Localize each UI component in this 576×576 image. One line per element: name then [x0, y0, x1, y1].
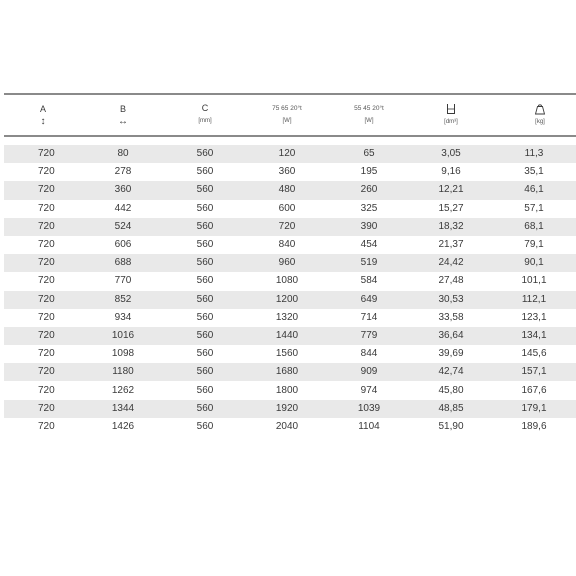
cell-b: 1426 — [111, 420, 135, 432]
header-b-label: B — [119, 103, 126, 114]
spacer-cell — [4, 136, 576, 145]
cell-weight: 68,1 — [492, 218, 576, 236]
cell-volume: 18,32 — [410, 218, 492, 236]
cell-output-75-65: 360 — [278, 166, 296, 178]
cell-c: 560 — [196, 202, 214, 214]
cell-b: 688 — [82, 254, 164, 272]
cell-output-75-65: 1800 — [275, 384, 299, 396]
cell-c: 560 — [196, 166, 214, 178]
header-c-unit: [mm] — [198, 118, 212, 124]
cell-weight: 79,1 — [524, 239, 544, 251]
cell-output-75-65: 120 — [246, 145, 328, 163]
cell-b: 1262 — [111, 384, 135, 396]
cell-b: 770 — [114, 275, 132, 287]
cell-c: 560 — [196, 384, 214, 396]
cell-c: 560 — [196, 420, 214, 432]
cell-volume: 39,69 — [438, 348, 464, 360]
cell-output-75-65: 720 — [246, 218, 328, 236]
cell-volume: 21,37 — [438, 239, 464, 251]
cell-a: 720 — [4, 363, 82, 381]
table-row — [4, 363, 576, 381]
cell-a: 720 — [4, 327, 82, 345]
cell-output-75-65: 1560 — [275, 348, 299, 360]
table-row — [4, 309, 576, 327]
cell-c: 560 — [196, 311, 214, 323]
cell-output-75-65: 1080 — [275, 275, 299, 287]
horizontal-arrow-icon: ↔ — [118, 115, 128, 127]
cell-volume: 30,53 — [410, 291, 492, 309]
cell-weight: 112,1 — [492, 291, 576, 309]
cell-output-75-65: 1440 — [246, 327, 328, 345]
header-output-75-65 — [246, 94, 328, 136]
cell-weight: 57,1 — [524, 202, 544, 214]
cell-weight: 11,3 — [492, 145, 576, 163]
cell-output-75-65: 1320 — [275, 311, 299, 323]
cell-b: 934 — [114, 311, 132, 323]
cell-c: 560 — [196, 239, 214, 251]
table-row — [4, 272, 576, 290]
cell-output-75-65: 600 — [278, 202, 296, 214]
table-row — [4, 145, 576, 163]
cell-output-75-65: 480 — [246, 181, 328, 199]
cell-output-55-45: 844 — [360, 348, 378, 360]
cell-c: 560 — [164, 218, 246, 236]
header-output-55-45-unit: [W] — [364, 118, 374, 124]
cell-c: 560 — [196, 348, 214, 360]
volume-icon — [446, 103, 456, 115]
cell-b: 1344 — [82, 400, 164, 418]
cell-output-55-45: 1039 — [328, 400, 410, 418]
cell-b: 852 — [82, 291, 164, 309]
cell-c: 560 — [164, 327, 246, 345]
table-row — [4, 236, 576, 254]
header-weight-unit: [kg] — [535, 118, 545, 125]
cell-weight: 46,1 — [492, 181, 576, 199]
cell-weight: 157,1 — [492, 363, 576, 381]
cell-weight: 35,1 — [524, 166, 544, 178]
cell-volume: 45,80 — [438, 384, 464, 396]
cell-output-55-45: 779 — [328, 327, 410, 345]
table-body — [4, 136, 576, 436]
header-a — [4, 94, 82, 136]
table-row — [4, 254, 576, 272]
table-row — [4, 200, 576, 218]
cell-volume: 48,85 — [410, 400, 492, 418]
cell-volume: 33,58 — [438, 311, 464, 323]
table-row — [4, 345, 576, 363]
cell-output-55-45: 974 — [360, 384, 378, 396]
cell-a: 720 — [4, 291, 82, 309]
table-row — [4, 418, 576, 436]
header-volume-unit: [dm³] — [444, 118, 458, 125]
cell-c: 560 — [164, 291, 246, 309]
cell-output-55-45: 390 — [328, 218, 410, 236]
header-row — [4, 94, 576, 136]
cell-a: 720 — [4, 254, 82, 272]
cell-output-55-45: 584 — [360, 275, 378, 287]
header-output-55-45 — [328, 94, 410, 136]
cell-volume: 15,27 — [438, 202, 464, 214]
radiator-spec-table — [4, 93, 576, 436]
cell-output-55-45: 325 — [360, 202, 378, 214]
cell-a: 720 — [38, 239, 55, 251]
cell-volume: 36,64 — [410, 327, 492, 345]
cell-b: 80 — [82, 145, 164, 163]
cell-output-75-65: 960 — [246, 254, 328, 272]
cell-output-55-45: 65 — [328, 145, 410, 163]
cell-a: 720 — [38, 311, 55, 323]
cell-weight: 179,1 — [492, 400, 576, 418]
cell-c: 560 — [196, 275, 214, 287]
table-row — [4, 381, 576, 399]
table-row — [4, 218, 576, 236]
header-c-label: C — [201, 103, 209, 113]
cell-a: 720 — [38, 384, 55, 396]
cell-b: 1016 — [82, 327, 164, 345]
cell-a: 720 — [4, 400, 82, 418]
cell-volume: 27,48 — [438, 275, 464, 287]
cell-b: 360 — [82, 181, 164, 199]
cell-weight: 167,6 — [521, 384, 547, 396]
cell-volume: 9,16 — [441, 166, 461, 178]
cell-output-55-45: 260 — [328, 181, 410, 199]
cell-weight: 123,1 — [521, 311, 547, 323]
cell-b: 1180 — [82, 363, 164, 381]
weight-icon — [534, 103, 546, 115]
cell-weight: 134,1 — [492, 327, 576, 345]
cell-output-55-45: 454 — [360, 239, 378, 251]
vertical-arrow-icon: ↕ — [40, 115, 46, 127]
cell-b: 278 — [114, 166, 132, 178]
cell-weight: 101,1 — [521, 275, 547, 287]
header-output-55-45-label: 55 45 20°t — [354, 105, 384, 112]
cell-c: 560 — [164, 254, 246, 272]
cell-c: 560 — [164, 363, 246, 381]
table-row — [4, 181, 576, 199]
cell-a: 720 — [4, 218, 82, 236]
header-output-75-65-label: 75 65 20°t — [272, 105, 302, 112]
cell-output-75-65: 1200 — [246, 291, 328, 309]
cell-output-55-45: 1104 — [358, 420, 380, 432]
cell-output-75-65: 1920 — [246, 400, 328, 418]
header-weight — [492, 94, 576, 136]
cell-c: 560 — [164, 145, 246, 163]
cell-output-55-45: 909 — [328, 363, 410, 381]
cell-a: 720 — [38, 275, 55, 287]
spacer-row — [4, 136, 576, 145]
cell-output-55-45: 649 — [328, 291, 410, 309]
cell-output-75-65: 1680 — [246, 363, 328, 381]
table-row — [4, 327, 576, 345]
header-a-label: A — [39, 103, 46, 114]
cell-a: 720 — [38, 202, 55, 214]
cell-volume: 51,90 — [438, 420, 464, 432]
cell-c: 560 — [164, 181, 246, 199]
cell-a: 720 — [38, 420, 55, 432]
table-row — [4, 163, 576, 181]
cell-b: 606 — [114, 239, 132, 251]
cell-output-75-65: 2040 — [275, 420, 299, 432]
cell-output-55-45: 519 — [328, 254, 410, 272]
header-volume — [410, 94, 492, 136]
cell-output-75-65: 840 — [278, 239, 296, 251]
cell-a: 720 — [4, 181, 82, 199]
cell-a: 720 — [38, 166, 55, 178]
cell-a: 720 — [4, 145, 82, 163]
cell-b: 442 — [114, 202, 132, 214]
header-b — [82, 94, 164, 136]
cell-weight: 145,6 — [521, 348, 547, 360]
cell-output-55-45: 714 — [360, 311, 378, 323]
header-c — [164, 94, 246, 136]
cell-b: 1098 — [111, 348, 135, 360]
cell-volume: 24,42 — [410, 254, 492, 272]
cell-weight: 189,6 — [521, 420, 547, 432]
cell-volume: 12,21 — [410, 181, 492, 199]
cell-c: 560 — [164, 400, 246, 418]
table-header — [4, 94, 576, 136]
cell-volume: 42,74 — [410, 363, 492, 381]
cell-weight: 90,1 — [492, 254, 576, 272]
table-row — [4, 400, 576, 418]
table-row — [4, 291, 576, 309]
cell-a: 720 — [38, 348, 55, 360]
cell-volume: 3,05 — [410, 145, 492, 163]
cell-b: 524 — [82, 218, 164, 236]
header-output-75-65-unit: [W] — [282, 118, 292, 124]
cell-output-55-45: 195 — [360, 166, 378, 178]
